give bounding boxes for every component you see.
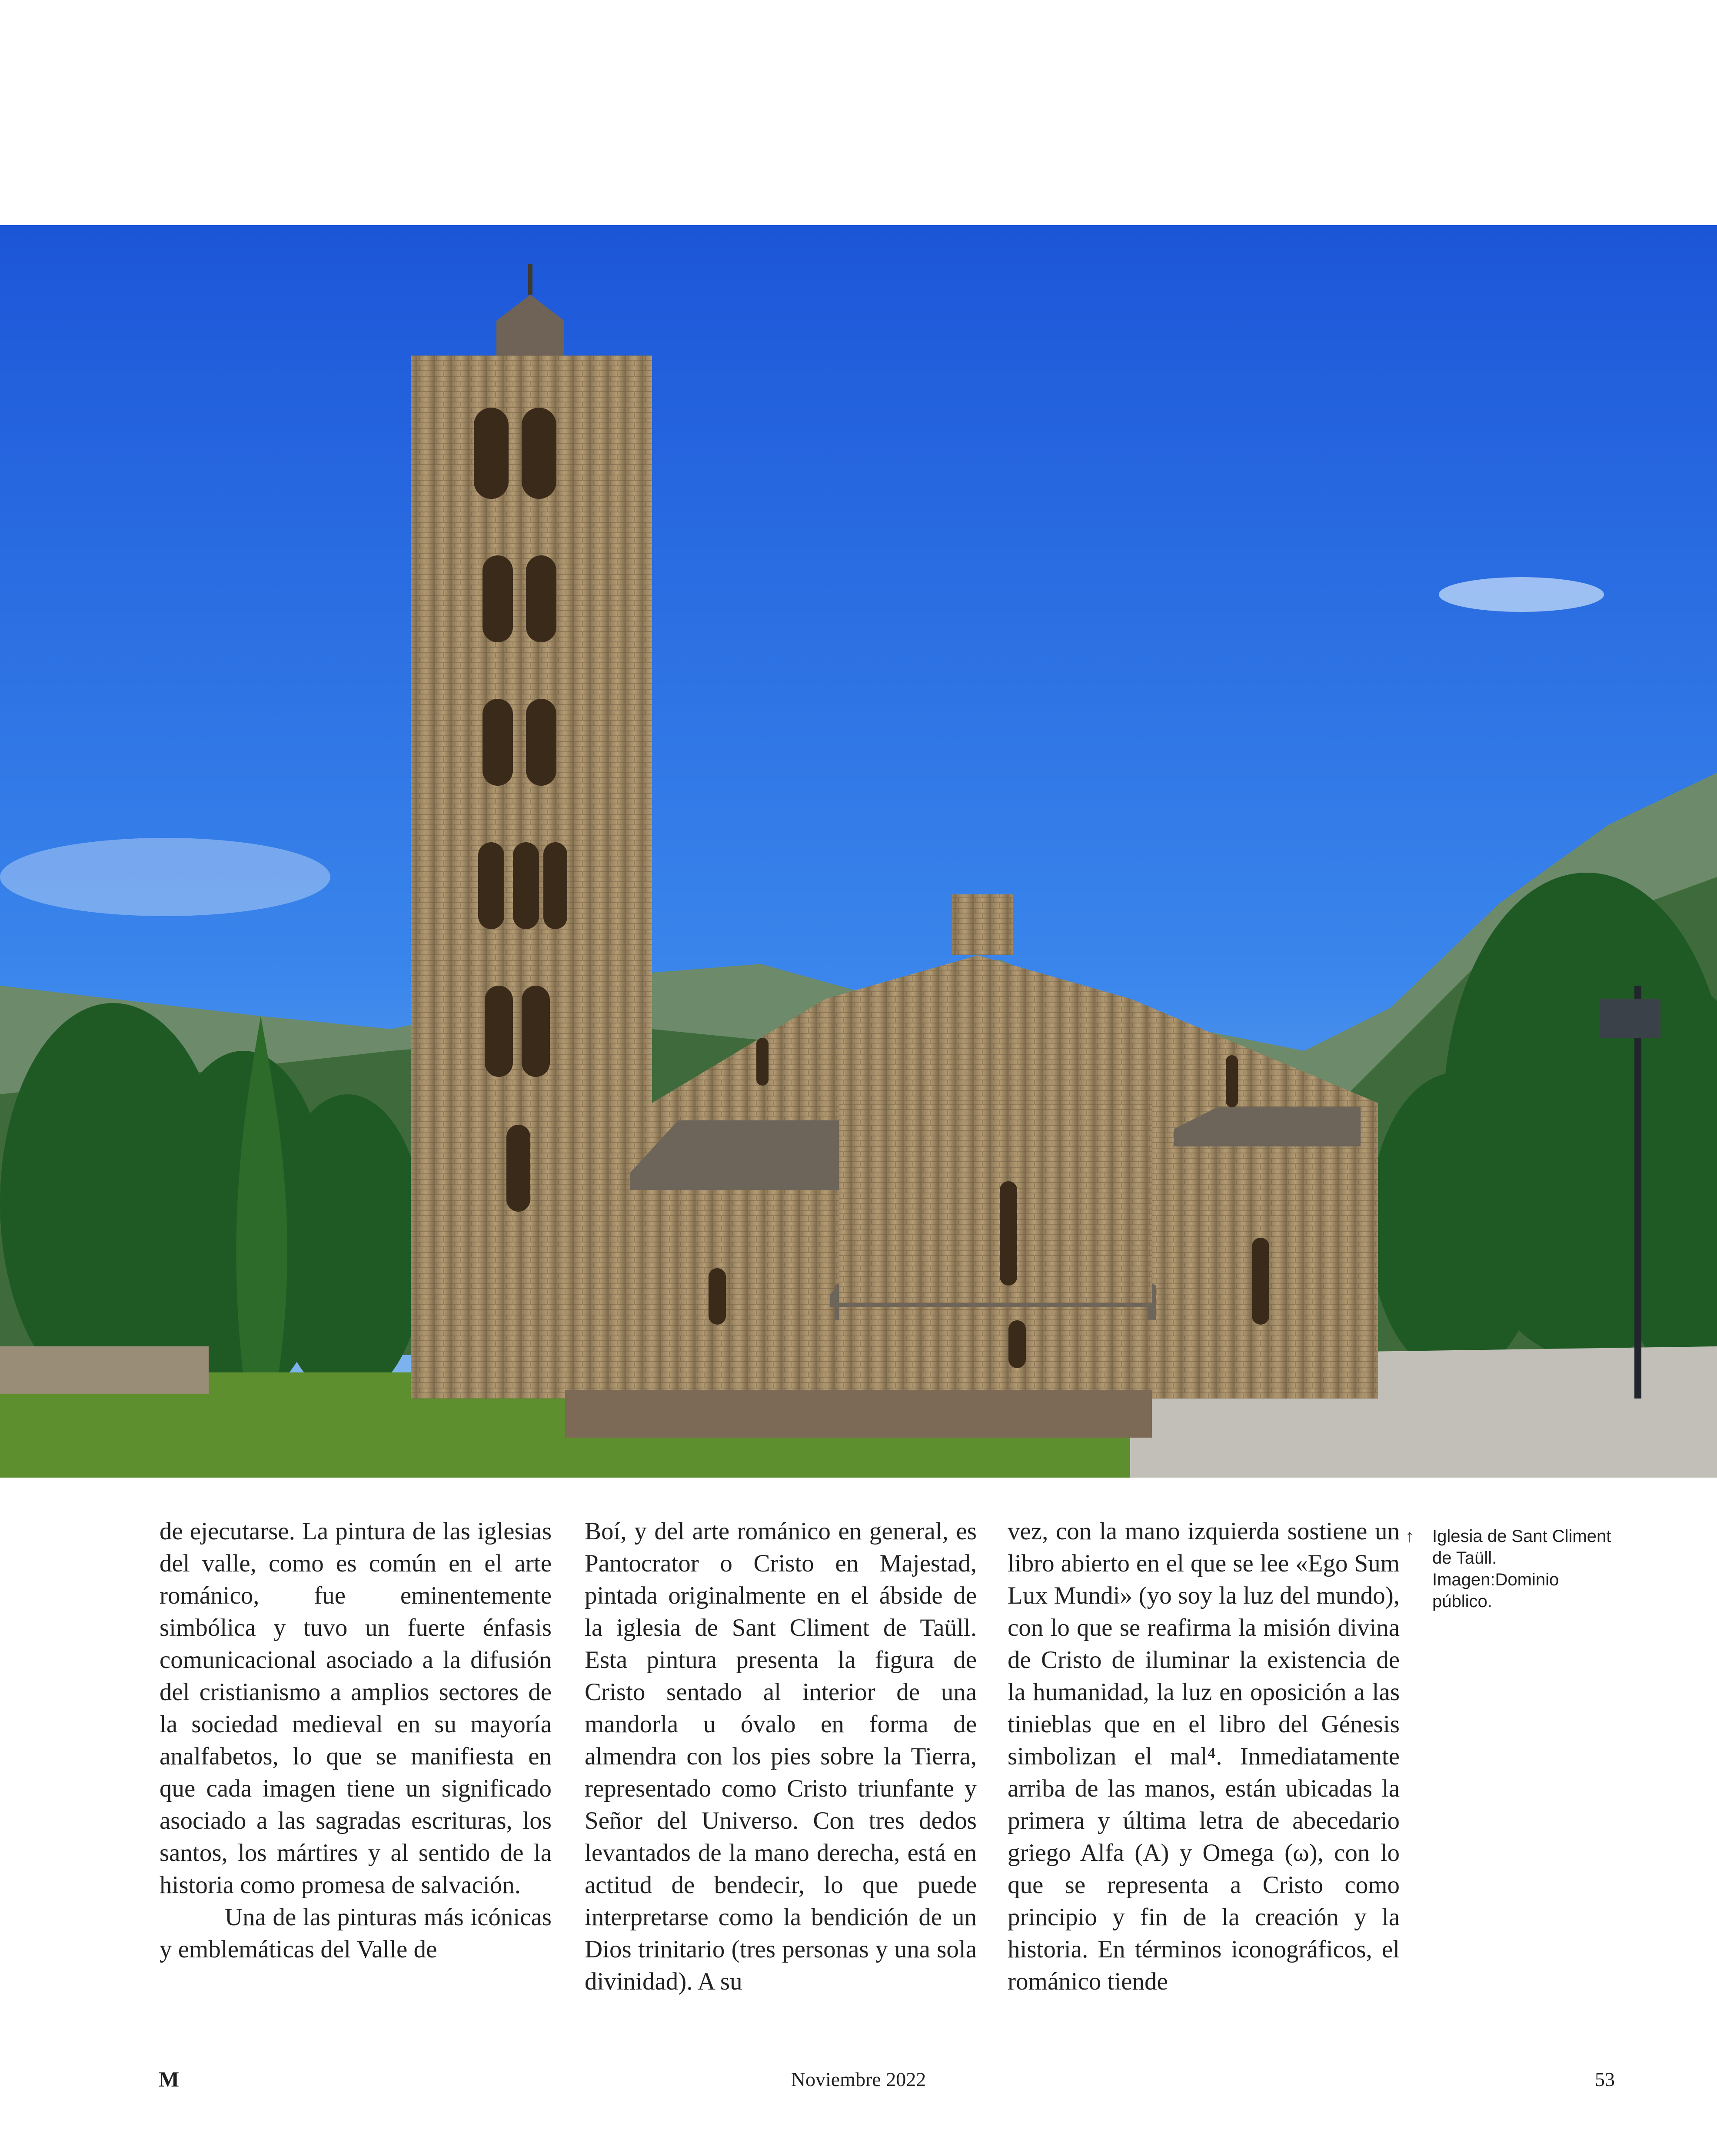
caption-text: Iglesia de Sant Climent de Taüll. Imagen:Dominio público. xyxy=(1432,1527,1611,1611)
paragraph: vez, con la mano izquierda sostiene un libro abierto en el que se lee «Ego Sum Lux Mundi» (yo soy la luz del mundo), con lo que se reafirma la misión divina de Cristo de iluminar la existencia de la humanidad, la luz en oposición a las tinieblas que en el libro del Génesis simbolizan el mal⁴. Inmediatamente arriba de las manos, están ubicadas la primera y última letra de abecedario griego Alfa (A) y Omega (ω), con lo que se representa a Cristo como principio y fin de la creación y la historia. En términos iconográficos, el románico tiende xyxy=(1008,1518,1400,1995)
arrow-up-icon: ↑ xyxy=(1405,1527,1414,1546)
page-number: 53 xyxy=(1595,2068,1615,2090)
issue-date: Noviembre 2022 xyxy=(791,2068,926,2090)
article-column-1 xyxy=(160,1515,552,1966)
church-photo xyxy=(0,225,1717,1478)
article-column-3 xyxy=(1008,1515,1400,1998)
church-photo-icon xyxy=(0,225,1717,1478)
magazine-logo: M xyxy=(159,2067,180,2091)
photo-caption xyxy=(1405,1525,1615,1612)
paragraph: de ejecutarse. La pintura de las iglesias del valle, como es común en el arte románico, fue eminentemente simbólica y tuvo un fuerte énfasis comunicacional asociado a la difusión del cristianismo a amplios sectores de la sociedad medieval en su mayoría analfabetos, lo que se manifiesta en que cada imagen tiene un significado asociado a las sagradas escrituras, los santos, los mártires y al sentido de la historia como promesa de salvación. xyxy=(160,1518,552,1899)
paragraph: Boí, y del arte románico en general, es Pantocrator o Cristo en Majestad, pintada originalmente en el ábside de la iglesia de Sant Climent de Taüll. Esta pintura presenta la figura de Cristo sentado al interior de una mandorla u óvalo en forma de almendra con los pies sobre la Tierra, representado como Cristo triunfante y Señor del Universo. Con tres dedos levantados de la mano derecha, está en actitud de bendecir, lo que puede interpretarse como la bendición de un Dios trinitario (tres personas y una sola divinidad). A su xyxy=(585,1518,977,1995)
paragraph: Una de las pinturas más icónicas y emblemáticas del Valle de xyxy=(160,1904,552,1963)
article-column-2 xyxy=(585,1515,977,1998)
